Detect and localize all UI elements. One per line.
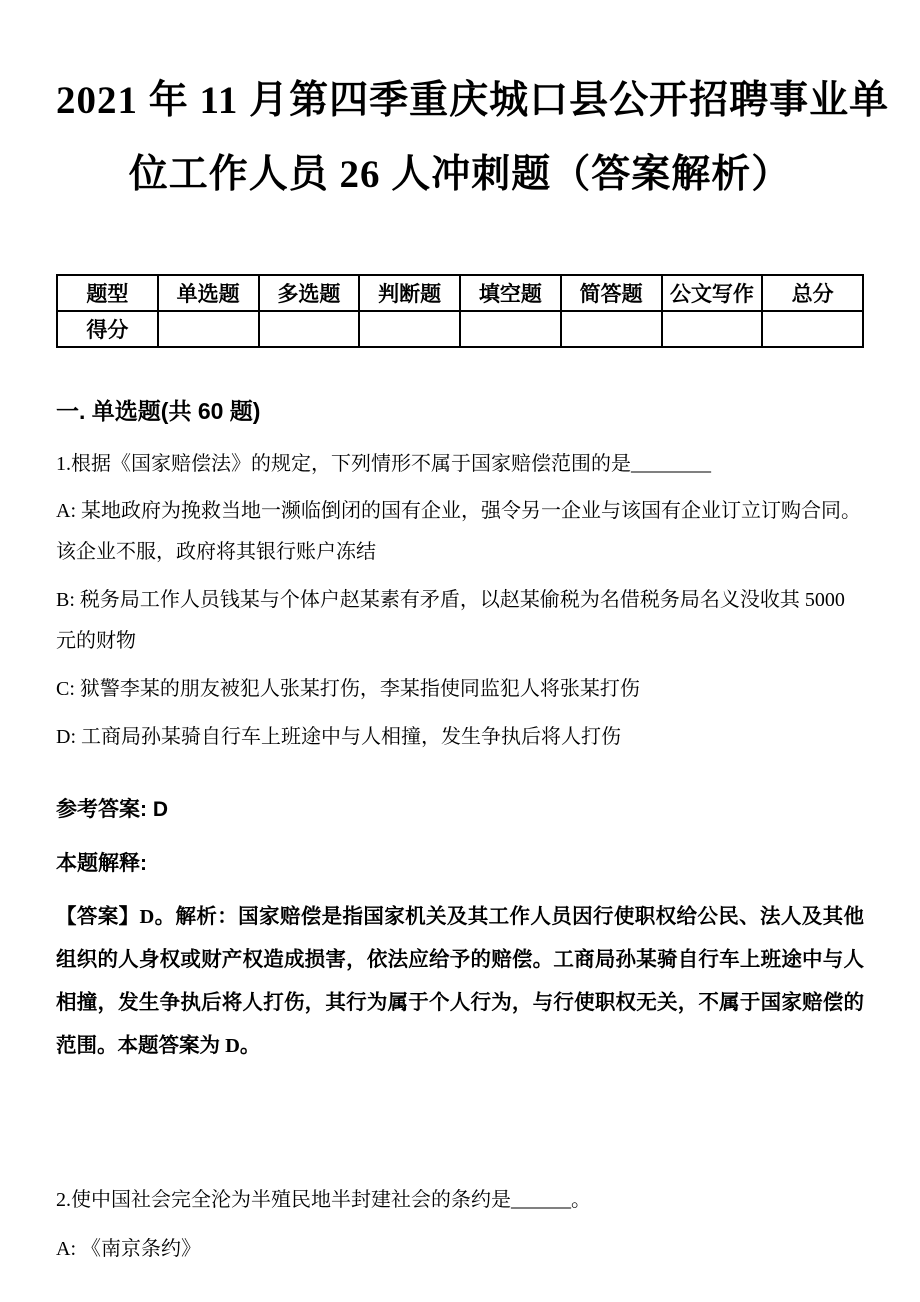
- score-table-header-true-false: 判断题: [359, 275, 460, 311]
- score-cell-fill-blank: [460, 311, 561, 347]
- question-1-explanation: 【答案】D。解析：国家赔偿是指国家机关及其工作人员因行使职权给公民、法人及其他组织的人身权或财产权造成损害，依法应给予的赔偿。工商局孙某骑自行车上班途中与人相撞，发生争执后将人打伤，其行为属于个人行为，与行使职权无关，不属于国家赔偿的范围。本题答案为 D。: [56, 906, 864, 1057]
- question-1-text: 1.根据《国家赔偿法》的规定，下列情形不属于国家赔偿范围的是________: [56, 453, 711, 475]
- title-line-2: 位工作人员 26 人冲刺题（答案解析）: [128, 153, 792, 196]
- question-2-text: 2.使中国社会完全沦为半殖民地半封建社会的条约是______。: [56, 1189, 591, 1211]
- score-table-header-multi-choice: 多选题: [259, 275, 360, 311]
- score-cell-single-choice: [158, 311, 259, 347]
- score-cell-short-answer: [561, 311, 662, 347]
- score-table: [56, 274, 864, 348]
- question-1-option-a: A: 某地政府为挽救当地一濒临倒闭的国有企业，强令另一企业与该国有企业订立订购合同。该企业不服，政府将其银行账户冻结: [56, 500, 861, 563]
- score-table-score-row: [57, 311, 863, 347]
- score-table-header-short-answer: 简答题: [561, 275, 662, 311]
- document-title: [56, 64, 890, 212]
- score-table-header-question-type: 题型: [57, 275, 158, 311]
- score-table-header-official-writing: 公文写作: [662, 275, 763, 311]
- section-heading: 一. 单选题(共 60 题): [56, 398, 261, 424]
- question-1-option-c: C: 狱警李某的朋友被犯人张某打伤，李某指使同监犯人将张某打伤: [56, 678, 640, 700]
- score-table-header-single-choice: 单选题: [158, 275, 259, 311]
- score-table-header-row: [57, 275, 863, 311]
- score-cell-total: [762, 311, 863, 347]
- score-cell-true-false: [359, 311, 460, 347]
- title-line-1: 2021 年 11 月第四季重庆城口县公开招聘事业单: [56, 79, 890, 122]
- score-cell-multi-choice: [259, 311, 360, 347]
- score-table-header-fill-blank: 填空题: [460, 275, 561, 311]
- question-1-option-b: B: 税务局工作人员钱某与个体户赵某素有矛盾，以赵某偷税为名借税务局名义没收其 5000 元的财物: [56, 589, 845, 652]
- score-row-label: 得分: [57, 311, 158, 347]
- question-1-option-d: D: 工商局孙某骑自行车上班途中与人相撞，发生争执后将人打伤: [56, 726, 621, 748]
- question-1-explanation-label: 本题解释:: [56, 852, 147, 875]
- score-cell-official-writing: [662, 311, 763, 347]
- score-table-header-total: 总分: [762, 275, 863, 311]
- question-2-option-a: A: 《南京条约》: [56, 1238, 201, 1260]
- question-1-reference-answer: 参考答案: D: [56, 798, 168, 821]
